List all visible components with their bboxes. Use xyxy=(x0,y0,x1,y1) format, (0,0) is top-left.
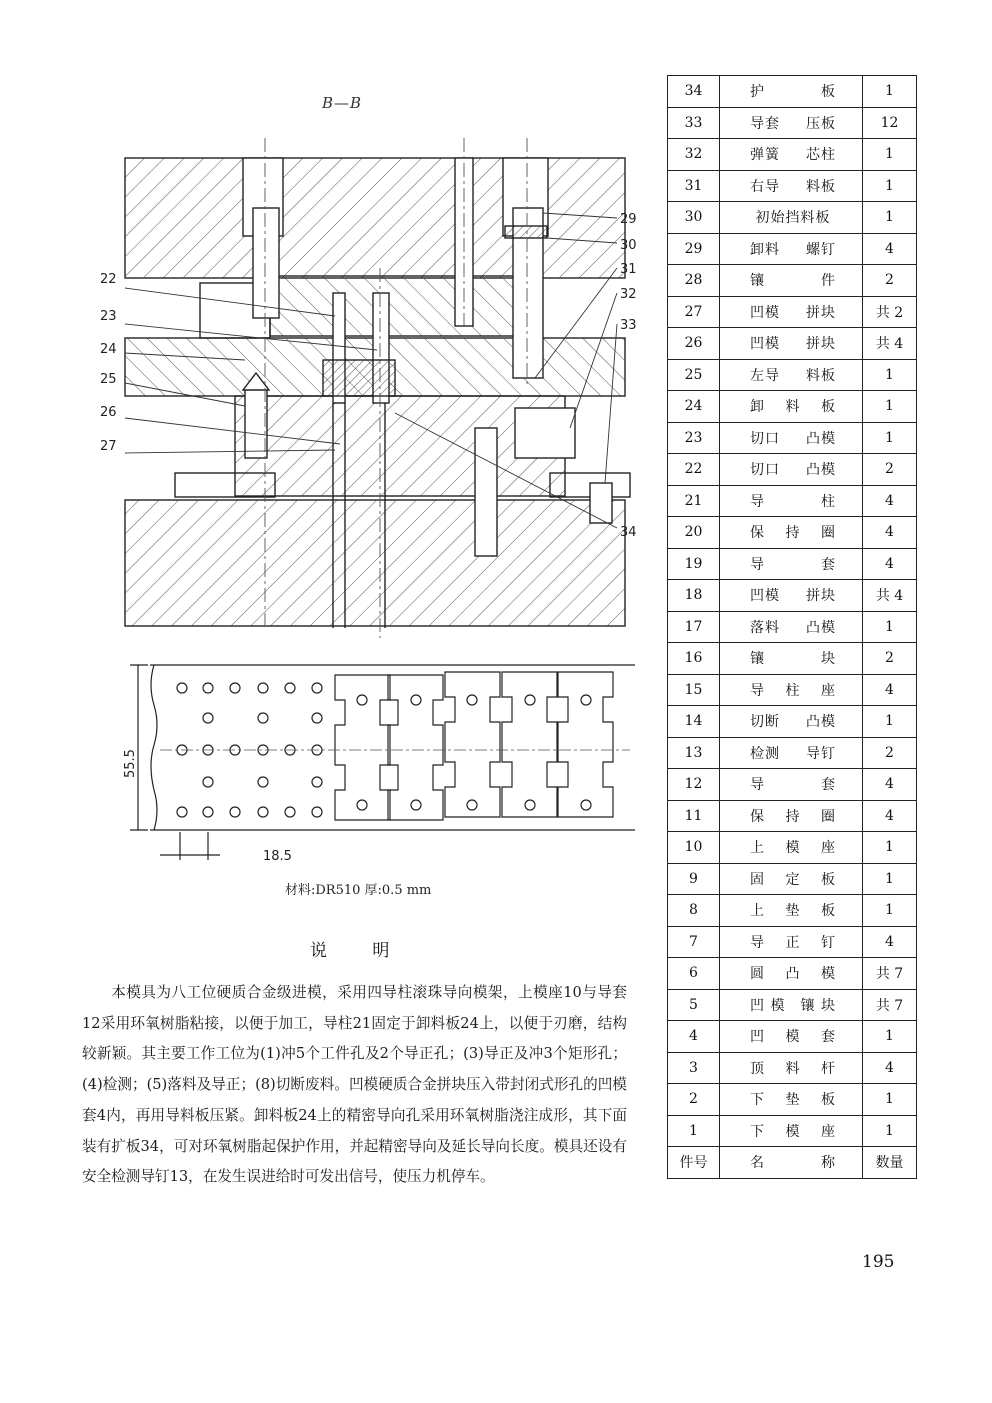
part-name xyxy=(720,296,863,328)
callout-label: 23 xyxy=(100,309,117,324)
part-no: 13 xyxy=(668,737,720,769)
part-no: 29 xyxy=(668,233,720,265)
part-quantity: 1 xyxy=(863,611,917,643)
strip-hole xyxy=(203,683,213,693)
strip-hole xyxy=(258,713,268,723)
part-no: 7 xyxy=(668,926,720,958)
part-name-segment: 凹 xyxy=(750,1029,765,1046)
callout-label: 30 xyxy=(620,238,637,253)
pilot-hole xyxy=(581,800,591,810)
part-no: 19 xyxy=(668,548,720,580)
table-row xyxy=(668,737,917,769)
part-name xyxy=(720,832,863,864)
part-name-segment: 料 xyxy=(785,1060,801,1077)
part-quantity: 2 xyxy=(863,737,917,769)
table-row xyxy=(668,233,917,265)
part-name xyxy=(720,611,863,643)
part-name-segment: 座 xyxy=(821,840,836,857)
table-row xyxy=(668,265,917,297)
part-name-segment: 模 xyxy=(785,840,801,857)
part-name-segment: 持 xyxy=(785,525,801,542)
part-name-segment: 切口 xyxy=(750,430,780,447)
part-quantity: 1 xyxy=(863,76,917,108)
part-name-segment: 正 xyxy=(785,934,801,951)
part-name xyxy=(720,548,863,580)
callout-label: 32 xyxy=(620,287,637,302)
strip-hole xyxy=(258,777,268,787)
table-row xyxy=(668,643,917,675)
part-name xyxy=(720,580,863,612)
description-heading: 说 明 xyxy=(310,941,410,961)
part-quantity: 1 xyxy=(863,202,917,234)
material-note: 材料:DR510 厚:0.5 mm xyxy=(285,883,432,898)
part-name-segment: 凸 xyxy=(785,966,801,983)
table-row xyxy=(668,328,917,360)
part-name-segment: 圆 xyxy=(750,966,765,983)
part-quantity: 1 xyxy=(863,139,917,171)
part-name-segment: 切断 xyxy=(750,714,780,731)
part-quantity: 1 xyxy=(863,391,917,423)
part-quantity: 1 xyxy=(863,863,917,895)
part-no: 15 xyxy=(668,674,720,706)
part-name-segment: 导 xyxy=(750,556,765,573)
part-name-segment: 凹 模 xyxy=(750,997,786,1014)
part-quantity: 4 xyxy=(863,233,917,265)
part-name-segment: 钉 xyxy=(821,934,836,951)
strip-hole xyxy=(177,807,187,817)
part-name xyxy=(720,926,863,958)
table-row xyxy=(668,359,917,391)
part-name-segment: 套 xyxy=(821,556,836,573)
part-quantity: 1 xyxy=(863,1084,917,1116)
part-quantity: 1 xyxy=(863,832,917,864)
part-quantity: 1 xyxy=(863,1115,917,1147)
part-quantity: 4 xyxy=(863,926,917,958)
part-quantity: 4 xyxy=(863,517,917,549)
part-name xyxy=(720,359,863,391)
part-name-segment: 名 xyxy=(750,1155,765,1172)
table-header-row xyxy=(668,1147,917,1179)
table-row xyxy=(668,454,917,486)
part-name-segment: 模 xyxy=(785,1123,801,1140)
part-name-segment: 右导 xyxy=(750,178,780,195)
table-row xyxy=(668,926,917,958)
part-name-segment: 护 xyxy=(750,84,765,101)
part-name-segment: 保 xyxy=(750,808,765,825)
part-name-segment: 凸模 xyxy=(806,619,836,636)
part-no: 25 xyxy=(668,359,720,391)
part-name-segment: 压板 xyxy=(806,115,836,132)
part-quantity: 1 xyxy=(863,170,917,202)
strip-hole xyxy=(285,683,295,693)
pilot-hole xyxy=(525,695,535,705)
table-row xyxy=(668,548,917,580)
part-name xyxy=(720,454,863,486)
part-name-segment: 切口 xyxy=(750,462,780,479)
part-name-segment: 拼块 xyxy=(806,304,836,321)
table-row xyxy=(668,1052,917,1084)
part-name xyxy=(720,1084,863,1116)
callout-label: 26 xyxy=(100,405,117,420)
part-no: 8 xyxy=(668,895,720,927)
callout-label: 29 xyxy=(620,212,637,227)
strip-hole xyxy=(258,807,268,817)
part-name-segment: 柱 xyxy=(785,682,801,699)
part-name-segment: 导 xyxy=(750,934,765,951)
part-name xyxy=(720,674,863,706)
part-quantity: 4 xyxy=(863,800,917,832)
part-quantity: 4 xyxy=(863,1052,917,1084)
part-no: 23 xyxy=(668,422,720,454)
part-quantity: 共 2 xyxy=(863,296,917,328)
part-no: 30 xyxy=(668,202,720,234)
strip-hole xyxy=(177,683,187,693)
part-name-segment: 卸 xyxy=(750,399,765,416)
strip-hole xyxy=(230,807,240,817)
part-name-segment: 卸料 xyxy=(750,241,780,258)
part-name xyxy=(720,1115,863,1147)
part-name xyxy=(720,1052,863,1084)
part-quantity: 1 xyxy=(863,895,917,927)
part-name-segment: 板 xyxy=(821,903,836,920)
table-row xyxy=(668,800,917,832)
part-no: 32 xyxy=(668,139,720,171)
strip-hole xyxy=(312,713,322,723)
part-name-segment: 凸模 xyxy=(806,430,836,447)
part-name-segment: 导钉 xyxy=(806,745,836,762)
part-quantity: 共 7 xyxy=(863,958,917,990)
part-name-segment: 件 xyxy=(821,273,836,290)
part-no: 6 xyxy=(668,958,720,990)
part-name-segment: 导 xyxy=(750,777,765,794)
table-row xyxy=(668,769,917,801)
part-name-segment: 板 xyxy=(821,84,836,101)
table-row xyxy=(668,832,917,864)
part-name-segment: 拼块 xyxy=(806,336,836,353)
part-name-segment: 保 xyxy=(750,525,765,542)
part-name-segment: 凸模 xyxy=(806,714,836,731)
part-name-segment: 导套 xyxy=(750,115,780,132)
part-name xyxy=(720,139,863,171)
part-name xyxy=(720,737,863,769)
part-name-segment: 模 xyxy=(821,966,836,983)
description-body: 本模具为八工位硬质合金级进模，采用四导柱滚珠导向模架，上模座10与导套12采用环氧树脂粘接，以便于加工，导柱21固定于卸料板24上，以便于刃磨，结构较新颖。其主要工作工位为(1)冲5个工件孔及2个导正孔；(3)导正及冲3个矩形孔；(4)检测；(5)落料及导正；(8)切断废料。凹模硬质合金拼块压入带封闭式形孔的凹模套4内，再用导料板压紧。卸料板24上的精密导向孔采用环氧树脂浇注成形，其下面装有扩板34，可对环氧树脂起保护作用，并起精密导向及延长导向长度。模具还设有安全检测导钉13，在发生误进给时可发出信号，使压力机停车。 xyxy=(82,984,627,1186)
strip-hole xyxy=(203,777,213,787)
part-name xyxy=(720,706,863,738)
part-name xyxy=(720,265,863,297)
header-quantity: 数量 xyxy=(863,1147,917,1179)
part-quantity: 12 xyxy=(863,107,917,139)
part-name-segment: 模 xyxy=(785,1029,801,1046)
part-quantity: 2 xyxy=(863,643,917,675)
strip-hole xyxy=(258,683,268,693)
part-name-segment: 螺钉 xyxy=(806,241,836,258)
part-name xyxy=(720,422,863,454)
table-row xyxy=(668,611,917,643)
part-no: 12 xyxy=(668,769,720,801)
part-name xyxy=(720,800,863,832)
table-row xyxy=(668,1021,917,1053)
pilot-hole xyxy=(581,695,591,705)
part-quantity: 1 xyxy=(863,359,917,391)
table-row xyxy=(668,422,917,454)
part-name-segment: 上 xyxy=(750,840,765,857)
part-name-segment: 持 xyxy=(785,808,801,825)
part-name-segment: 弹簧 xyxy=(750,147,780,164)
part-name-segment: 凸模 xyxy=(806,462,836,479)
parts-list-table xyxy=(667,75,917,1179)
callout-label: 31 xyxy=(620,262,637,277)
part-name-segment: 镶 xyxy=(750,273,765,290)
part-name-segment: 板 xyxy=(821,871,836,888)
pilot-hole xyxy=(411,695,421,705)
part-quantity: 2 xyxy=(863,265,917,297)
part-quantity: 4 xyxy=(863,769,917,801)
part-quantity: 共 7 xyxy=(863,989,917,1021)
part-no: 21 xyxy=(668,485,720,517)
part-name xyxy=(720,895,863,927)
part-name-segment: 芯柱 xyxy=(806,147,836,164)
part-no: 17 xyxy=(668,611,720,643)
part-name xyxy=(720,202,863,234)
part-name xyxy=(720,643,863,675)
callout-label: 27 xyxy=(100,439,117,454)
part-quantity: 共 4 xyxy=(863,328,917,360)
part-no: 34 xyxy=(668,76,720,108)
part-quantity: 1 xyxy=(863,706,917,738)
part-name-segment: 镶 块 xyxy=(800,997,836,1014)
table-row xyxy=(668,107,917,139)
table-row xyxy=(668,863,917,895)
part-name-segment: 左导 xyxy=(750,367,780,384)
table-row xyxy=(668,202,917,234)
part-quantity: 4 xyxy=(863,485,917,517)
part-name-segment: 柱 xyxy=(821,493,836,510)
part-name-segment: 落料 xyxy=(750,619,780,636)
part-name-segment: 导 xyxy=(750,493,765,510)
part-name xyxy=(720,328,863,360)
part-name xyxy=(720,517,863,549)
part-name-segment: 固 xyxy=(750,871,765,888)
part-quantity: 4 xyxy=(863,674,917,706)
part-name-segment: 凹模 xyxy=(750,588,780,605)
part-name xyxy=(720,863,863,895)
page-number: 195 xyxy=(862,1252,895,1272)
callout-label: 34 xyxy=(620,525,637,540)
part-no: 3 xyxy=(668,1052,720,1084)
part-name-segment: 检测 xyxy=(750,745,780,762)
table-row xyxy=(668,895,917,927)
part-name-segment: 套 xyxy=(821,777,836,794)
strip-hole xyxy=(230,683,240,693)
callout-label: 33 xyxy=(620,318,637,333)
part-name-segment: 下 xyxy=(750,1092,765,1109)
table-row xyxy=(668,76,917,108)
part-no: 16 xyxy=(668,643,720,675)
part-no: 20 xyxy=(668,517,720,549)
part-name-segment: 垫 xyxy=(785,903,801,920)
part-name-segment: 称 xyxy=(821,1155,836,1172)
part-no: 2 xyxy=(668,1084,720,1116)
callout-label: 25 xyxy=(100,372,117,387)
part-name-segment: 凹模 xyxy=(750,336,780,353)
part-name xyxy=(720,76,863,108)
part-name-segment: 初始挡料板 xyxy=(755,210,831,227)
part-no: 27 xyxy=(668,296,720,328)
part-name xyxy=(720,958,863,990)
part-quantity: 4 xyxy=(863,548,917,580)
strip-pitch-dimension: 18.5 xyxy=(263,849,292,864)
table-row xyxy=(668,1084,917,1116)
pilot-hole xyxy=(411,800,421,810)
part-name-segment: 座 xyxy=(821,1123,836,1140)
strip-hole xyxy=(203,807,213,817)
table-row xyxy=(668,580,917,612)
part-no: 14 xyxy=(668,706,720,738)
part-quantity: 共 4 xyxy=(863,580,917,612)
table-row xyxy=(668,958,917,990)
die-section-drawing xyxy=(95,128,655,648)
part-quantity: 2 xyxy=(863,454,917,486)
part-no: 10 xyxy=(668,832,720,864)
part-no: 5 xyxy=(668,989,720,1021)
part-name-segment: 下 xyxy=(750,1123,765,1140)
table-row xyxy=(668,706,917,738)
part-no: 9 xyxy=(668,863,720,895)
part-name-segment: 顶 xyxy=(750,1060,765,1077)
part-no: 22 xyxy=(668,454,720,486)
part-name xyxy=(720,485,863,517)
part-quantity: 1 xyxy=(863,1021,917,1053)
part-no: 28 xyxy=(668,265,720,297)
table-row xyxy=(668,391,917,423)
part-name-segment: 板 xyxy=(821,399,836,416)
pilot-hole xyxy=(467,695,477,705)
strip-layout-drawing xyxy=(120,660,640,870)
header-part-name xyxy=(720,1147,863,1179)
part-name xyxy=(720,769,863,801)
part-name-segment: 凹模 xyxy=(750,304,780,321)
part-name xyxy=(720,170,863,202)
table-row xyxy=(668,485,917,517)
strip-hole xyxy=(312,777,322,787)
strip-hole xyxy=(312,683,322,693)
part-name xyxy=(720,989,863,1021)
part-no: 31 xyxy=(668,170,720,202)
part-name-segment: 圈 xyxy=(821,808,836,825)
part-no: 24 xyxy=(668,391,720,423)
part-name-segment: 导 xyxy=(750,682,765,699)
table-row xyxy=(668,517,917,549)
part-name-segment: 拼块 xyxy=(806,588,836,605)
part-name-segment: 镶 xyxy=(750,651,765,668)
callout-label: 24 xyxy=(100,342,117,357)
part-name-segment: 圈 xyxy=(821,525,836,542)
table-row xyxy=(668,139,917,171)
part-name xyxy=(720,1021,863,1053)
strip-hole xyxy=(285,807,295,817)
pilot-hole xyxy=(525,800,535,810)
part-name-segment: 杆 xyxy=(821,1060,836,1077)
strip-hole xyxy=(203,713,213,723)
strip-hole xyxy=(312,807,322,817)
part-no: 33 xyxy=(668,107,720,139)
part-no: 18 xyxy=(668,580,720,612)
table-row xyxy=(668,1115,917,1147)
strip-height-dimension: 55.5 xyxy=(123,749,138,778)
callout-label: 22 xyxy=(100,272,117,287)
part-name-segment: 料板 xyxy=(806,178,836,195)
part-no: 4 xyxy=(668,1021,720,1053)
part-name xyxy=(720,391,863,423)
part-name-segment: 座 xyxy=(821,682,836,699)
pilot-hole xyxy=(357,695,367,705)
part-no: 11 xyxy=(668,800,720,832)
part-name-segment: 垫 xyxy=(785,1092,801,1109)
pilot-hole xyxy=(467,800,477,810)
part-name-segment: 料板 xyxy=(806,367,836,384)
table-row xyxy=(668,170,917,202)
table-row xyxy=(668,296,917,328)
part-name xyxy=(720,233,863,265)
header-part-no: 件号 xyxy=(668,1147,720,1179)
part-name-segment: 块 xyxy=(821,651,836,668)
part-name-segment: 料 xyxy=(785,399,801,416)
part-quantity: 1 xyxy=(863,422,917,454)
part-name-segment: 定 xyxy=(785,871,801,888)
table-row xyxy=(668,674,917,706)
section-label: B—B xyxy=(322,94,363,112)
part-name xyxy=(720,107,863,139)
part-name-segment: 上 xyxy=(750,903,765,920)
table-row xyxy=(668,989,917,1021)
pilot-hole xyxy=(357,800,367,810)
part-no: 1 xyxy=(668,1115,720,1147)
part-no: 26 xyxy=(668,328,720,360)
part-name-segment: 板 xyxy=(821,1092,836,1109)
part-name-segment: 套 xyxy=(821,1029,836,1046)
